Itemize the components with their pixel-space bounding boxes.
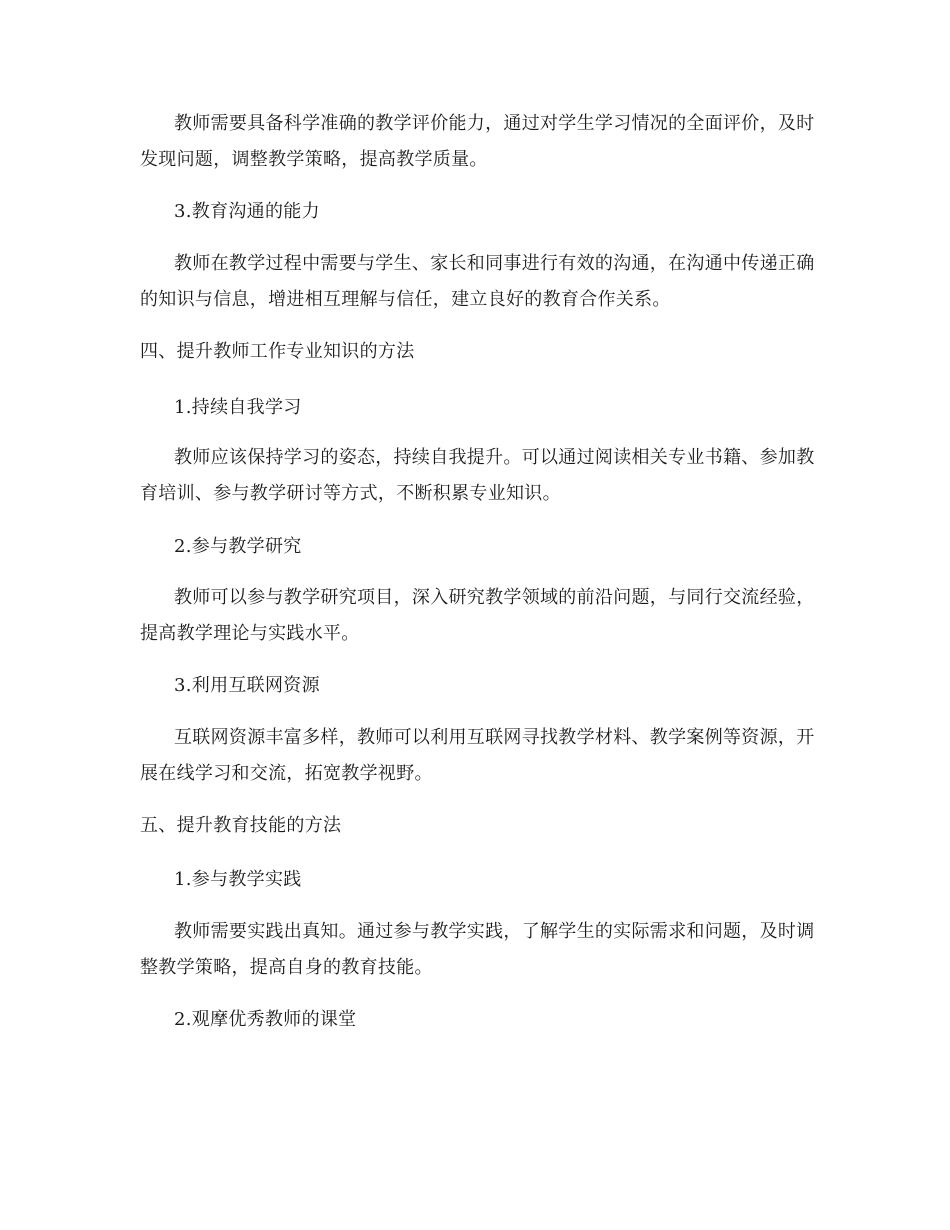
subheading-teaching-practice: 1.参与教学实践 — [174, 869, 302, 890]
section-heading-professional-knowledge: 四、提升教师工作专业知识的方法 — [140, 341, 415, 362]
paragraph-communication: 教师在教学过程中需要与学生、家长和同事进行有效的沟通，在沟通中传递正确的知识与信息，增进相互理解与信任，建立良好的教育合作关系。 — [140, 253, 815, 310]
paragraph-teaching-evaluation: 教师需要具备科学准确的教学评价能力，通过对学生学习情况的全面评价，及时发现问题，调整教学策略，提高教学质量。 — [140, 113, 815, 170]
subheading-communication-ability: 3.教育沟通的能力 — [174, 201, 320, 222]
subheading-internet-resources: 3.利用互联网资源 — [174, 675, 320, 696]
subheading-observe-classes: 2.观摩优秀教师的课堂 — [174, 1009, 357, 1030]
section-heading-education-skills: 五、提升教育技能的方法 — [140, 815, 342, 836]
subheading-self-learning: 1.持续自我学习 — [174, 397, 302, 418]
subheading-teaching-research: 2.参与教学研究 — [174, 536, 302, 557]
paragraph-internet-resources: 互联网资源丰富多样，教师可以利用互联网寻找教学材料、教学案例等资源，开展在线学习和交流，拓宽教学视野。 — [140, 727, 815, 784]
paragraph-teaching-practice: 教师需要实践出真知。通过参与教学实践，了解学生的实际需求和问题，及时调整教学策略，提高自身的教育技能。 — [140, 921, 815, 978]
paragraph-teaching-research: 教师可以参与教学研究项目，深入研究教学领域的前沿问题，与同行交流经验，提高教学理论与实践水平。 — [140, 587, 815, 644]
paragraph-self-learning: 教师应该保持学习的姿态，持续自我提升。可以通过阅读相关专业书籍、参加教育培训、参与教学研讨等方式，不断积累专业知识。 — [140, 447, 815, 504]
